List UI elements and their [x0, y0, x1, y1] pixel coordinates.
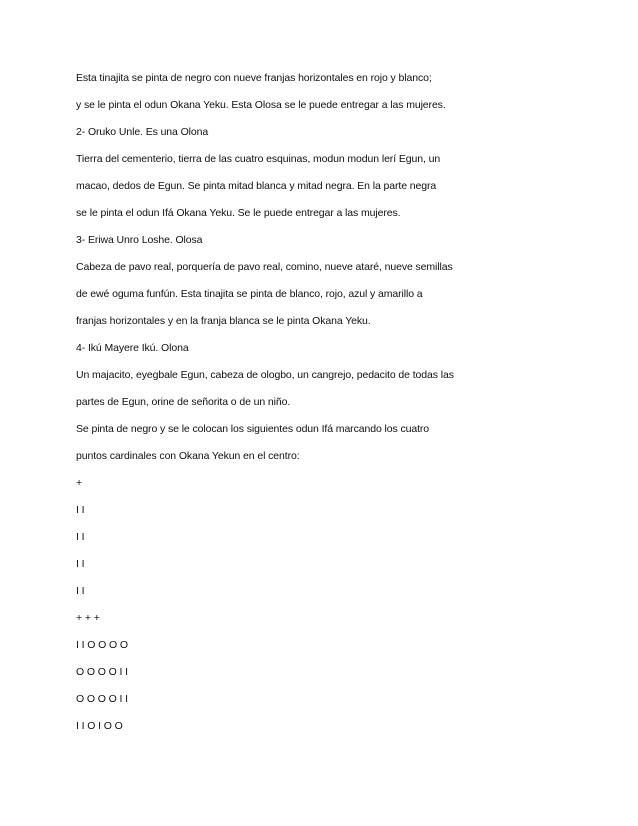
section-heading: 2- Oruko Unle. Es una Olona: [76, 126, 209, 138]
text-line: partes de Egun, orine de señorita o de un niño.: [76, 396, 291, 408]
odun-mark-line: O O O O I I: [76, 666, 128, 678]
section-heading: 4- Ikú Mayere Ikú. Olona: [76, 342, 189, 354]
odun-mark-line: O O O O I I: [76, 693, 128, 705]
text-line: Cabeza de pavo real, porquería de pavo real, comino, nueve ataré, nueve semillas: [76, 261, 453, 273]
text-line: Esta tinajita se pinta de negro con nueve franjas horizontales en rojo y blanco;: [76, 72, 432, 84]
text-line: macao, dedos de Egun. Se pinta mitad blanca y mitad negra. En la parte negra: [76, 180, 437, 192]
text-line: Tierra del cementerio, tierra de las cuatro esquinas, modun modun lerí Egun, un: [76, 153, 441, 165]
text-line: y se le pinta el odun Okana Yeku. Esta Olosa se le puede entregar a las mujeres.: [76, 99, 446, 111]
text-line: Un majacito, eyegbale Egun, cabeza de ologbo, un cangrejo, pedacito de todas las: [76, 369, 454, 381]
odun-mark-line: I I: [76, 558, 85, 570]
text-line: Se pinta de negro y se le colocan los siguientes odun Ifá marcando los cuatro: [76, 423, 430, 435]
odun-mark-line: I I: [76, 531, 85, 543]
odun-mark-line: I I O I O O: [76, 720, 123, 732]
text-line: franjas horizontales y en la franja blanca se le pinta Okana Yeku.: [76, 315, 371, 327]
text-line: puntos cardinales con Okana Yekun en el centro:: [76, 450, 300, 462]
odun-mark-line: I I O O O O: [76, 639, 128, 651]
document-body: [76, 71, 586, 746]
text-line: de ewé oguma funfún. Esta tinajita se pinta de blanco, rojo, azul y amarillo a: [76, 288, 423, 300]
odun-mark-line: +: [76, 477, 83, 489]
text-line: se le pinta el odun Ifá Okana Yeku. Se le puede entregar a las mujeres.: [76, 207, 401, 219]
section-heading: 3- Eriwa Unro Loshe. Olosa: [76, 234, 203, 246]
odun-mark-line: I I: [76, 585, 85, 597]
odun-mark-line: I I: [76, 504, 85, 516]
odun-mark-line: + + +: [76, 612, 100, 624]
